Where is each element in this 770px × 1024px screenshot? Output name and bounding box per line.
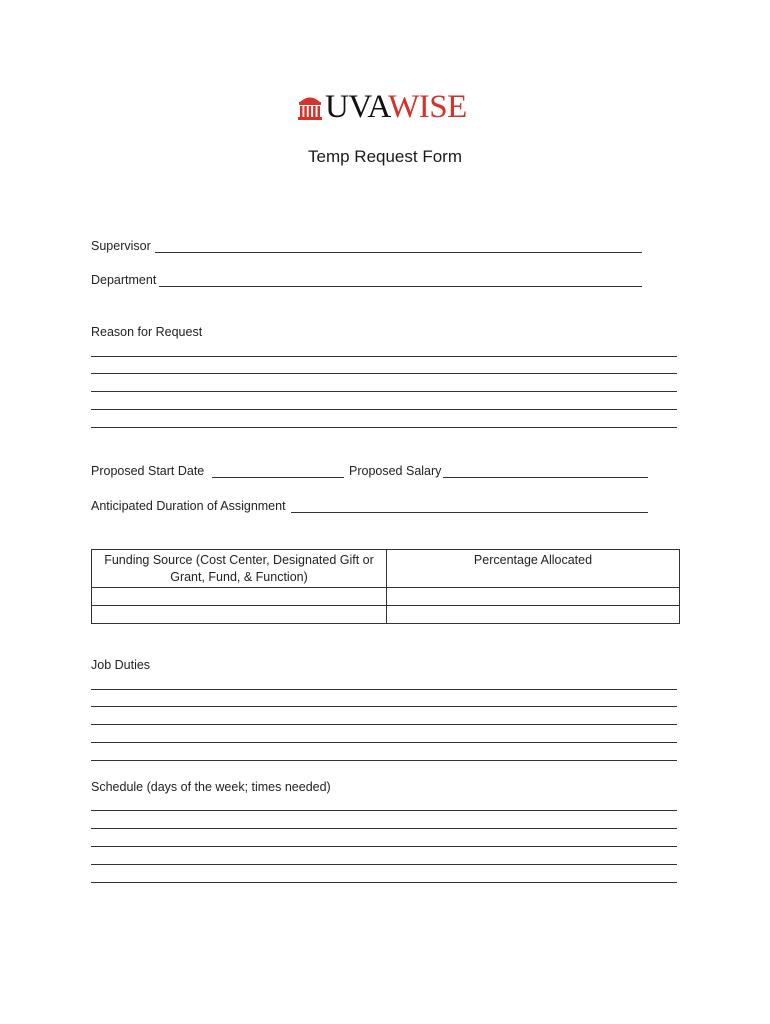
schedule-line[interactable]: [91, 828, 677, 829]
schedule-line[interactable]: [91, 846, 677, 847]
logo-uva-text: UVA: [325, 89, 389, 125]
reason-line[interactable]: [91, 409, 677, 410]
schedule-line[interactable]: [91, 810, 677, 811]
salary-input-line[interactable]: [443, 477, 648, 478]
job-duties-line[interactable]: [91, 706, 677, 707]
start-date-label: Proposed Start Date: [91, 464, 205, 478]
table-row: [92, 588, 680, 606]
reason-line[interactable]: [91, 427, 677, 428]
funding-table: [91, 549, 680, 624]
supervisor-input-line[interactable]: [155, 252, 642, 253]
reason-line[interactable]: [91, 356, 677, 357]
reason-label: Reason for Request: [91, 325, 203, 339]
percentage-header: Percentage Allocated: [387, 550, 680, 588]
percentage-cell[interactable]: [387, 606, 680, 624]
schedule-line[interactable]: [91, 864, 677, 865]
schedule-line[interactable]: [91, 882, 677, 883]
job-duties-line[interactable]: [91, 742, 677, 743]
start-date-input-line[interactable]: [212, 477, 344, 478]
job-duties-line[interactable]: [91, 724, 677, 725]
funding-source-cell[interactable]: [92, 588, 387, 606]
salary-label: Proposed Salary: [349, 464, 442, 478]
department-label: Department: [91, 273, 157, 287]
reason-line[interactable]: [91, 391, 677, 392]
funding-source-header: Funding Source (Cost Center, Designated Gift or Grant, Fund, & Function): [92, 550, 387, 588]
percentage-cell[interactable]: [387, 588, 680, 606]
schedule-label: Schedule (days of the week; times needed): [91, 780, 331, 794]
job-duties-line[interactable]: [91, 760, 677, 761]
funding-source-cell[interactable]: [92, 606, 387, 624]
reason-line[interactable]: [91, 373, 677, 374]
supervisor-label: Supervisor: [91, 239, 151, 253]
form-title: Temp Request Form: [308, 147, 462, 166]
department-input-line[interactable]: [159, 286, 642, 287]
job-duties-line[interactable]: [91, 689, 677, 690]
rotunda-icon: [297, 93, 323, 121]
job-duties-label: Job Duties: [91, 658, 151, 672]
logo-wise-text: WISE: [388, 89, 467, 125]
table-header-row: [92, 550, 680, 588]
uvawise-logo: [297, 89, 467, 125]
logo-wordmark: [325, 89, 467, 125]
duration-input-line[interactable]: [291, 512, 648, 513]
table-row: [92, 606, 680, 624]
duration-label: Anticipated Duration of Assignment: [91, 499, 286, 513]
